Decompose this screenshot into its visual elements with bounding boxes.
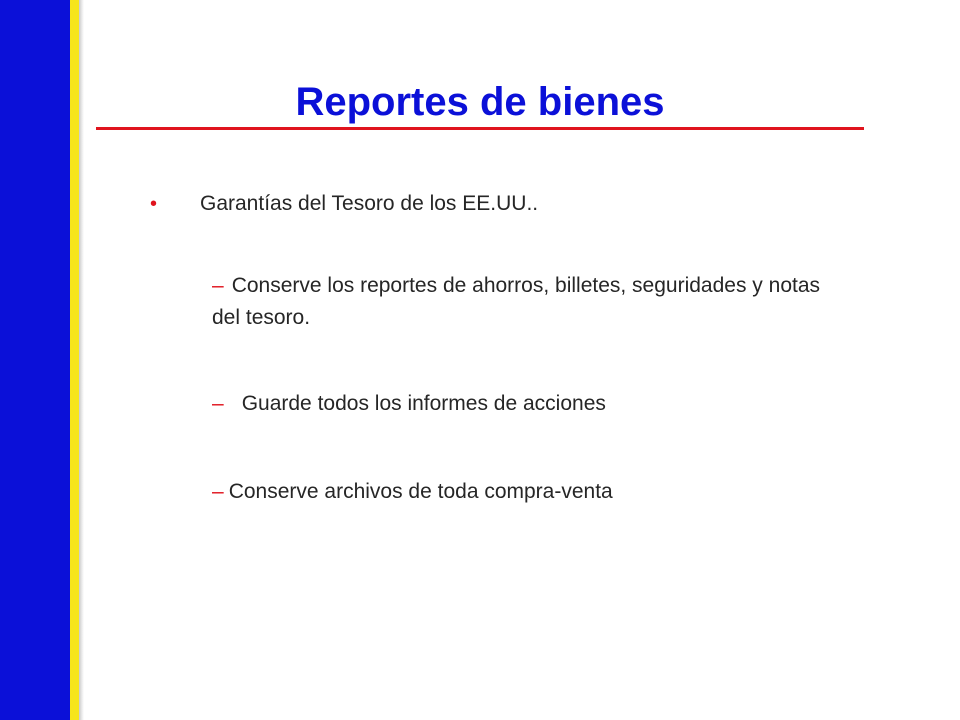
- dash-marker: –: [212, 274, 224, 297]
- slide-title: Reportes de bienes: [295, 80, 665, 124]
- left-accent-bar-blue: [0, 0, 70, 720]
- left-accent-bar-yellow: [70, 0, 79, 720]
- sub-item-text: Conserve archivos de toda compra-venta: [228, 480, 613, 503]
- bullet-item: [150, 190, 538, 218]
- sub-item-text: Guarde todos los informes de acciones: [241, 392, 606, 415]
- dash-marker: –: [212, 392, 224, 415]
- title-underline: [96, 127, 864, 130]
- sub-item-keep-savings-records: [212, 270, 832, 334]
- bullet-text: Garantías del Tesoro de los EE.UU..: [200, 192, 539, 215]
- left-accent-bar-shadow: [79, 0, 84, 720]
- sub-item-keep-stock-reports: [212, 388, 606, 420]
- bullet-marker: •: [150, 193, 158, 215]
- sub-item-keep-trade-files: [212, 476, 613, 508]
- dash-marker: –: [212, 480, 224, 503]
- sub-item-text: Conserve los reportes de ahorros, billetes, seguridades y notas del tesoro.: [212, 274, 821, 329]
